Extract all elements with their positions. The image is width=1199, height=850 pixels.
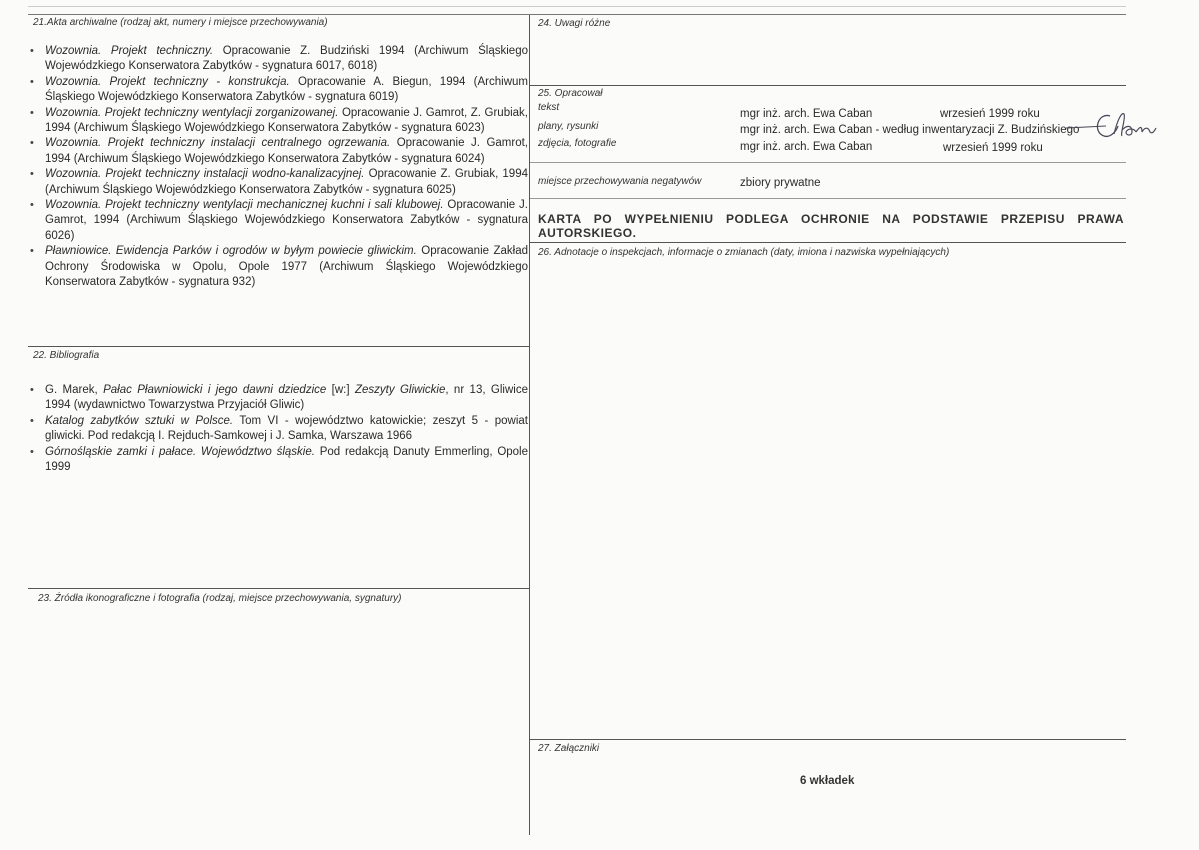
row-key-plans: plany, rysunki	[538, 121, 599, 132]
section-23-label: 23. Źródła ikonograficzne i fotografia (rodzaj, miejsce przechowywania, sygnatury)	[38, 593, 402, 604]
handwritten-signature	[1062, 104, 1162, 144]
negatives-key: miejsce przechowywania negatywów	[538, 176, 702, 187]
column-divider	[529, 15, 530, 835]
row-key-photos: zdjęcia, fotografie	[538, 138, 617, 149]
section-24-label: 24. Uwagi różne	[538, 18, 611, 29]
list-item: • Wozownia. Projekt techniczny - konstrukcja. Opracowanie A. Biegun, 1994 (Archiwum Śląskiego Wojewódzkiego Konserwatora Zabytków - sygnatura 6019)	[25, 75, 528, 106]
divider-22-23	[28, 588, 530, 589]
divider-25-26	[530, 242, 1126, 243]
list-item: • Górnośląskie zamki i pałace. Województwo śląskie. Pod redakcją Danuty Emmerling, Opole 1999	[25, 445, 528, 476]
row-date-photos: wrzesień 1999 roku	[943, 142, 1043, 154]
row-value-plans: mgr inż. arch. Ewa Caban - według inwentaryzacji Z. Budzińskiego	[740, 124, 1080, 136]
list-item: • G. Marek, Pałac Pławniowicki i jego dawni dziedzice [w:] Zeszyty Gliwickie, nr 13, Gliwice 1994 (wydawnictwo Towarzystwa Przyjaciół Gliwic)	[25, 383, 528, 414]
top-rule	[28, 14, 1126, 15]
list-item: • Wozownia. Projekt techniczny wentylacji zorganizowanej. Opracowanie J. Gamrot, Z. Grubiak, 1994 (Archiwum Śląskiego Wojewódzkiego Konserwatora Zabytków - sygnatura 6023)	[25, 106, 528, 137]
list-item: • Pławniowice. Ewidencja Parków i ogrodów w byłym powiecie gliwickim. Opracowanie Zakład Ochrony Środowiska w Opolu, Opole 1977 (Archiwum Śląskiego Wojewódzkiego Konserwatora Zabytków - sygnatura 932)	[25, 244, 528, 290]
section-21-label: 21.Akta archiwalne (rodzaj akt, numery i miejsce przechowywania)	[33, 17, 328, 28]
section-27-label: 27. Załączniki	[538, 743, 600, 754]
section-25-label: 25. Opracował	[538, 88, 603, 99]
row-key-text: tekst	[538, 102, 560, 113]
subrow-rule-2	[530, 198, 1126, 199]
list-item: • Wozownia. Projekt techniczny. Opracowanie Z. Budziński 1994 (Archiwum Śląskiego Wojewódzkiego Konserwatora Zabytków - sygnatura 6017, 6018)	[25, 44, 528, 75]
list-item: • Wozownia. Projekt techniczny instalacji wodno-kanalizacyjnej. Opracowanie Z. Grubiak, 1994 (Archiwum Śląskiego Wojewódzkiego Konserwatora Zabytków - sygnatura 6025)	[25, 167, 528, 198]
bibliography-list	[25, 383, 528, 475]
list-item: • Katalog zabytków sztuki w Polsce. Tom VI - województwo katowickie; zeszyt 5 - powiat gliwicki. Pod redakcją I. Rejduch-Samkowej i J. Samka, Warszawa 1966	[25, 414, 528, 445]
section-22-label: 22. Bibliografia	[33, 350, 100, 361]
archival-records-list	[25, 44, 528, 291]
subrow-rule	[530, 162, 1126, 163]
list-item: • Wozownia. Projekt techniczny instalacji centralnego ogrzewania. Opracowanie J. Gamrot, 1994 (Archiwum Śląskiego Wojewódzkiego Konserwatora Zabytków - sygnatura 6024)	[25, 136, 528, 167]
copyright-notice: KARTA PO WYPEŁNIENIU PODLEGA OCHRONIE NA PODSTAWIE PRZEPISU PRAWA AUTORSKIEGO.	[538, 212, 1124, 240]
divider-21-22	[28, 346, 530, 347]
negatives-value: zbiory prywatne	[740, 177, 821, 189]
section-26-label: 26. Adnotacje o inspekcjach, informacje o zmianach (daty, imiona i nazwiska wypełniających)	[538, 247, 950, 258]
divider-24-25	[530, 85, 1126, 86]
attachments-count: 6 wkładek	[800, 775, 855, 787]
row-value-text: mgr inż. arch. Ewa Caban	[740, 108, 873, 120]
divider-26-27	[530, 739, 1126, 740]
row-value-photos: mgr inż. arch. Ewa Caban	[740, 141, 873, 153]
list-item: • Wozownia. Projekt techniczny wentylacji mechanicznej kuchni i sali klubowej. Opracowanie J. Gamrot, 1994 (Archiwum Śląskiego Wojewódzkiego Konserwatora Zabytków - sygnatura 6026)	[25, 198, 528, 244]
row-date-text: wrzesień 1999 roku	[940, 108, 1040, 120]
top-rule-faint	[28, 6, 1126, 7]
